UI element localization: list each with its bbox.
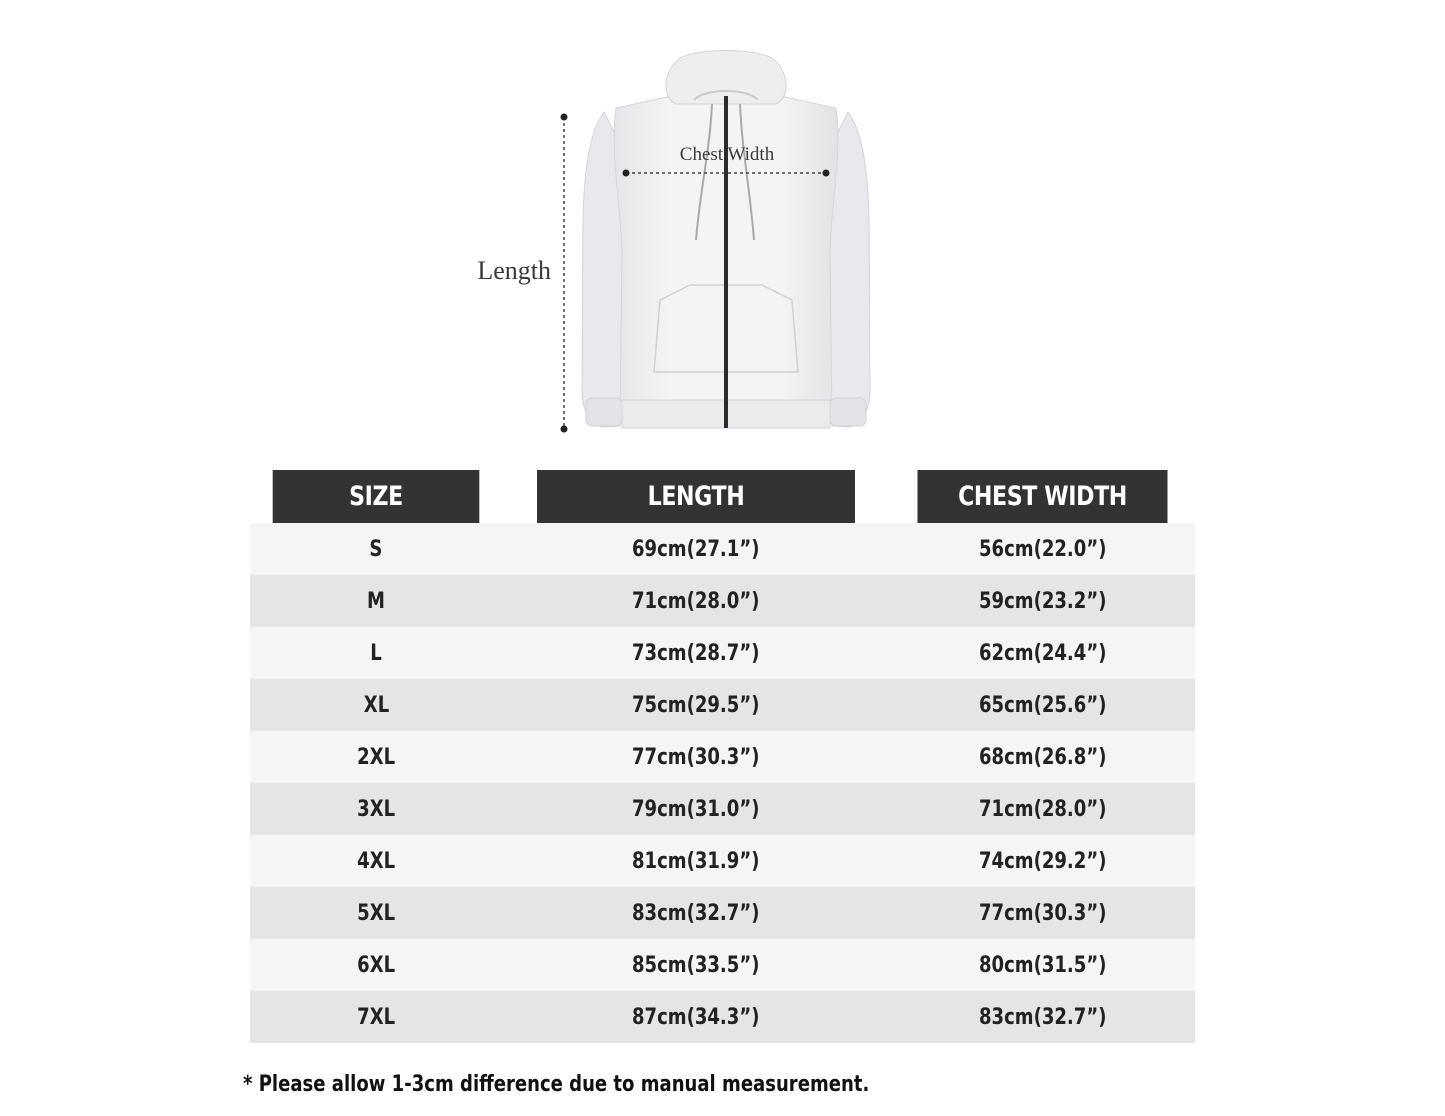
cell-chest-width-text: 77cm(30.3”)	[978, 900, 1107, 926]
cell-size-text: XL	[363, 692, 389, 718]
cell-length	[502, 627, 890, 679]
cell-size-text: 6XL	[357, 952, 395, 978]
table-row	[250, 523, 1195, 575]
cell-chest-width	[890, 679, 1195, 731]
cell-chest-width	[890, 887, 1195, 939]
header-length: LENGTH	[537, 470, 855, 523]
cell-size	[250, 679, 502, 731]
cell-size-text: 7XL	[357, 1004, 395, 1030]
table-row	[250, 731, 1195, 783]
zip-hoodie-icon	[582, 51, 870, 429]
table-row	[250, 835, 1195, 887]
cell-length	[502, 575, 890, 627]
cell-size	[250, 991, 502, 1043]
hoodie-measurement-diagram	[0, 0, 1445, 460]
cell-size	[250, 523, 502, 575]
cell-length	[502, 835, 890, 887]
table-row	[250, 575, 1195, 627]
cell-chest-width	[890, 627, 1195, 679]
cell-chest-width	[890, 731, 1195, 783]
cell-length-text: 77cm(30.3”)	[632, 744, 760, 770]
cell-chest-width-text: 56cm(22.0”)	[978, 536, 1107, 562]
cell-length-text: 79cm(31.0”)	[632, 796, 760, 822]
size-chart-table	[250, 470, 1195, 1043]
cell-length	[502, 523, 890, 575]
cell-length	[502, 991, 890, 1043]
chest-width-label: Chest Width	[679, 144, 775, 165]
cell-size	[250, 887, 502, 939]
table-row	[250, 991, 1195, 1043]
cell-size-text: 2XL	[357, 744, 395, 770]
cell-chest-width-text: 62cm(24.4”)	[978, 640, 1107, 666]
cell-chest-width	[890, 575, 1195, 627]
cell-chest-width-text: 71cm(28.0”)	[978, 796, 1107, 822]
cell-length-text: 87cm(34.3”)	[632, 1004, 760, 1030]
cell-length-text: 71cm(28.0”)	[632, 588, 760, 614]
cell-length-text: 69cm(27.1”)	[632, 536, 760, 562]
cell-chest-width-text: 80cm(31.5”)	[978, 952, 1107, 978]
cell-size-text: 3XL	[357, 796, 395, 822]
measurement-note: * Please allow 1-3cm difference due to manual measurement.	[243, 1072, 870, 1097]
cell-length-text: 81cm(31.9”)	[632, 848, 760, 874]
cell-size-text: 4XL	[357, 848, 395, 874]
cell-length-text: 73cm(28.7”)	[632, 640, 760, 666]
cell-length	[502, 679, 890, 731]
cell-size	[250, 575, 502, 627]
header-chest-width: CHEST WIDTH	[917, 470, 1167, 523]
table-row	[250, 887, 1195, 939]
cell-length	[502, 887, 890, 939]
cell-size-text: 5XL	[357, 900, 395, 926]
cell-length-text: 83cm(32.7”)	[632, 900, 760, 926]
cell-chest-width-text: 65cm(25.6”)	[978, 692, 1107, 718]
length-measure-line	[561, 114, 568, 433]
cell-size	[250, 939, 502, 991]
cell-length	[502, 731, 890, 783]
cell-chest-width-text: 83cm(32.7”)	[978, 1004, 1107, 1030]
cell-size	[250, 731, 502, 783]
length-label: Length	[477, 256, 551, 285]
cell-chest-width	[890, 783, 1195, 835]
cell-size-text: S	[369, 536, 383, 562]
table-row	[250, 627, 1195, 679]
cell-length	[502, 783, 890, 835]
table-row	[250, 783, 1195, 835]
table-row	[250, 939, 1195, 991]
cell-chest-width-text: 59cm(23.2”)	[978, 588, 1107, 614]
header-size: SIZE	[273, 470, 480, 523]
cell-length-text: 85cm(33.5”)	[632, 952, 760, 978]
cell-length	[502, 939, 890, 991]
cell-size	[250, 835, 502, 887]
cell-size	[250, 627, 502, 679]
cell-chest-width	[890, 939, 1195, 991]
table-row	[250, 679, 1195, 731]
cell-length-text: 75cm(29.5”)	[632, 692, 760, 718]
cell-size-text: L	[370, 640, 382, 666]
cell-chest-width	[890, 991, 1195, 1043]
cell-chest-width	[890, 523, 1195, 575]
cell-chest-width-text: 74cm(29.2”)	[978, 848, 1107, 874]
cell-chest-width	[890, 835, 1195, 887]
cell-size	[250, 783, 502, 835]
table-header-row	[250, 470, 1195, 523]
cell-size-text: M	[367, 588, 385, 614]
cell-chest-width-text: 68cm(26.8”)	[978, 744, 1107, 770]
